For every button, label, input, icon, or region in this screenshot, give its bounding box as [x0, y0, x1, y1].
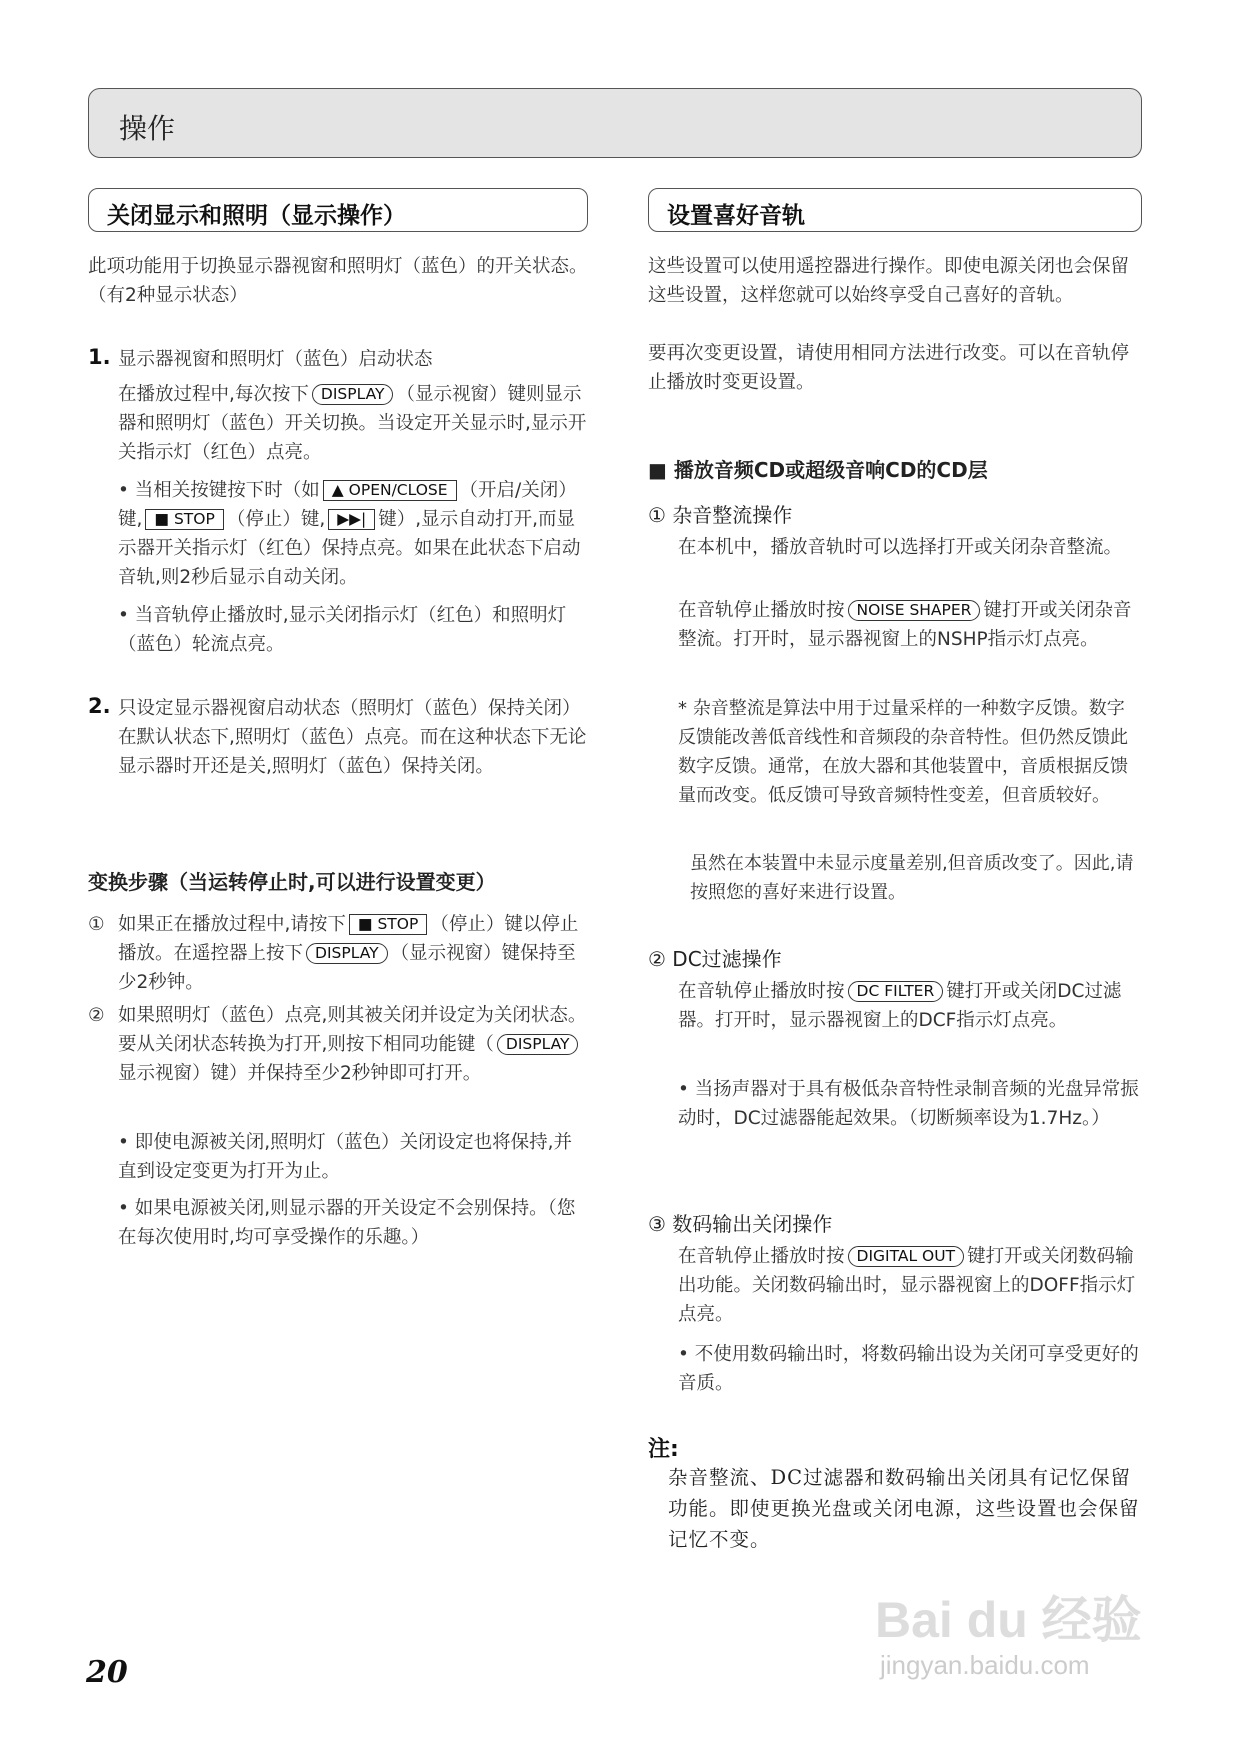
item1-text-b: （显示视窗）键则显示器和照明灯（蓝色）开关切换。当设定开关显示时,显示开关指示灯（红色）点亮。: [118, 384, 587, 463]
cd-layer-subtitle: ■ 播放音频CD或超级音响CD的CD层: [648, 458, 988, 482]
step1-number: ①: [88, 914, 105, 935]
page-number: 20: [86, 1655, 128, 1690]
page-header-bar: [88, 88, 1142, 158]
right-intro-2: 要再次变更设置，请使用相同方法进行改变。可以在音轨停止播放时变更设置。: [648, 343, 1130, 393]
bullet1-text-a: • 当相关按键按下时（如: [118, 480, 320, 501]
dc-filter-title: ② DC过滤操作: [648, 947, 782, 971]
noise-shaper-title: ① 杂音整流操作: [648, 503, 793, 527]
stop-key-label-2: ■ STOP: [349, 914, 427, 935]
dc-filter-p1-a: 在音轨停止播放时按: [678, 981, 845, 1002]
step2-text-b: 显示视窗）键）并保持至少2秒钟即可打开。: [118, 1063, 482, 1084]
step1-text: [118, 910, 588, 997]
noise-shaper-p2-a: 在音轨停止播放时按: [678, 600, 845, 621]
baidu-watermark: Bai du 经验: [875, 1592, 1142, 1648]
noise-shaper-note-2: 虽然在本装置中未显示度量差别,但音质改变了。因此,请按照您的喜好来进行设置。: [690, 853, 1134, 903]
page-header-title: 操作: [119, 112, 176, 145]
bullet1-text-c: （停止）键,: [226, 509, 326, 530]
next-key-label: ▶▶|: [328, 509, 375, 530]
bullet1-text-d: 键）,显示自动打开,而显示器开关指示灯（红色）保持点亮。如果在此状态下启动音轨,则2秒后显示自动关闭。: [118, 509, 581, 588]
item1-title: 显示器视窗和照明灯（蓝色）启动状态: [118, 349, 433, 370]
left-section-title: 关闭显示和照明（显示操作）: [88, 188, 588, 232]
baidu-watermark-url: jingyan.baidu.com: [880, 1650, 1090, 1680]
digital-out-title: ③ 数码输出关闭操作: [648, 1212, 833, 1236]
dc-filter-p1-b: 键打开或关闭DC过滤器。打开时，显示器视窗上的DCF指示灯点亮。: [678, 981, 1122, 1031]
dc-filter-bullet: • 当扬声器对于具有极低杂音特性录制音频的光盘异常振动时，DC过滤器能起效果。（切断频率设为1.7Hz。）: [678, 1079, 1139, 1129]
dc-filter-p1: [678, 977, 1142, 1035]
display-key-label: DISPLAY: [312, 384, 394, 405]
noise-shaper-note: * 杂音整流是算法中用于过量采样的一种数字反馈。数字反馈能改善低音线性和音频段的杂音特性。但仍然反馈此数字反馈。通常，在放大器和其他装置中，音质根据反馈量而改变。低反馈可导致音频特性变差，但音质较好。: [678, 698, 1128, 806]
step1-text-b: （停止）键以停止播放。在遥控器上按下: [118, 914, 579, 964]
item1-text: [118, 380, 588, 467]
right-intro: 这些设置可以使用遥控器进行操作。即使电源关闭也会保留这些设置，这样您就可以始终享受自己喜好的音轨。: [648, 256, 1130, 306]
dc-filter-key-label: DC FILTER: [848, 981, 944, 1002]
steps-title: 变换步骤（当运转停止时,可以进行设置变更）: [88, 870, 496, 894]
bullet-power-off-reset: • 如果电源被关闭,则显示器的开关设定不会别保持。（您在每次使用时,均可享受操作的乐趣。）: [118, 1198, 576, 1248]
display-key-label-2: DISPLAY: [306, 943, 388, 964]
step2-text-a: 如果照明灯（蓝色）点亮,则其被关闭并设定为关闭状态。要从关闭状态转换为打开,则按下相同功能键（: [118, 1005, 587, 1055]
digital-out-p1-b: 键打开或关闭数码输出功能。关闭数码输出时，显示器视窗上的DOFF指示灯点亮。: [678, 1246, 1136, 1325]
digital-out-key-label: DIGITAL OUT: [848, 1246, 965, 1267]
step2-text: [118, 1001, 588, 1088]
right-section-title: 设置喜好音轨: [648, 188, 1142, 232]
left-intro: 此项功能用于切换显示器视窗和照明灯（蓝色）的开关状态。（有2种显示状态）: [88, 256, 588, 306]
digital-out-bullet: • 不使用数码输出时，将数码输出设为关闭可享受更好的音质。: [678, 1344, 1139, 1394]
bullet-power-off-keep: • 即使电源被关闭,照明灯（蓝色）关闭设定也将保持,并直到设定变更为打开为止。: [118, 1132, 573, 1182]
item2-text: 只设定显示器视窗启动状态（照明灯（蓝色）保持关闭）在默认状态下,照明灯（蓝色）点亮。而在这种状态下无论显示器时开还是关,照明灯（蓝色）保持关闭。: [118, 698, 587, 777]
noise-shaper-p2: [678, 596, 1142, 654]
noise-shaper-p1: 在本机中，播放音轨时可以选择打开或关闭杂音整流。: [678, 537, 1123, 558]
note-text: 杂音整流、DC过滤器和数码输出关闭具有记忆保留功能。即使更换光盘或关闭电源，这些设置也会保留记忆不变。: [668, 1466, 1140, 1551]
item1-text-a: 在播放过程中,每次按下: [118, 384, 309, 405]
bullet-auto-display: [118, 476, 588, 592]
open-close-key-label: ▲ OPEN/CLOSE: [323, 480, 457, 501]
digital-out-p1-a: 在音轨停止播放时按: [678, 1246, 845, 1267]
step1-text-c: （显示视窗）键保持至少2秒钟。: [118, 943, 576, 993]
item1-number: 1.: [88, 345, 111, 369]
step1-text-a: 如果正在播放过程中,请按下: [118, 914, 346, 935]
noise-shaper-key-label: NOISE SHAPER: [848, 600, 981, 621]
noise-shaper-p2-b: 键打开或关闭杂音整流。打开时，显示器视窗上的NSHP指示灯点亮。: [678, 600, 1132, 650]
digital-out-p1: [678, 1242, 1142, 1329]
bullet1-text-b: （开启/关闭）键,: [118, 480, 577, 530]
step2-number: ②: [88, 1005, 105, 1026]
bullet-stop-indicator: • 当音轨停止播放时,显示关闭指示灯（红色）和照明灯（蓝色）轮流点亮。: [118, 605, 567, 655]
item2-number: 2.: [88, 694, 111, 718]
stop-key-label: ■ STOP: [145, 509, 223, 530]
note-title: 注:: [648, 1437, 679, 1462]
display-key-label-3: DISPLAY: [497, 1034, 579, 1055]
